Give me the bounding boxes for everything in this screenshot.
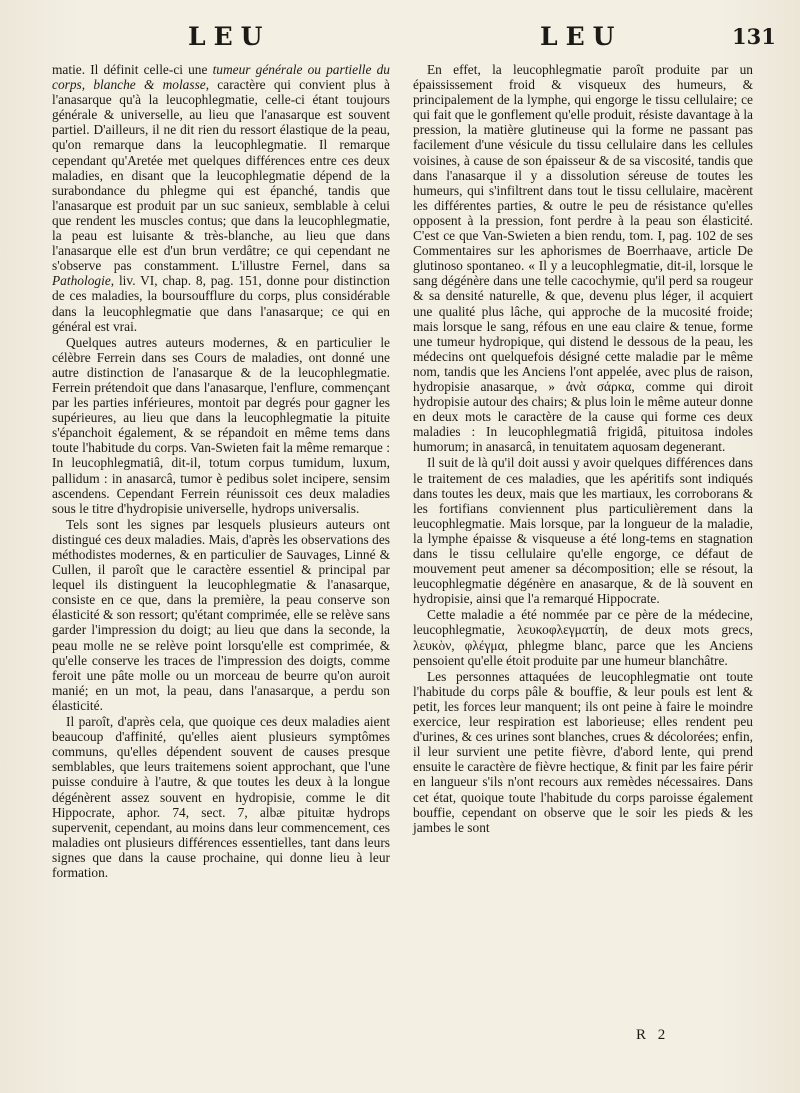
page-number: 131 <box>732 24 776 49</box>
right-paragraph: Les personnes attaquées de leucophlegmatie ont toute l'habitude du corps pâle & bouffie, & leur pouls est lent & petit, les forces leur manquent; ils ont peine à faire le moindre exercice, leur respiration est laborieuse; elles rendent peu d'urines, & ces urines sont blanches, crues & décolorées; enfin, il leur survient une petite fièvre, d'abord lente, qui prend ensuite le caractère de fièvre hectique, & finit par les faire périr en langueur s'ils n'ont recours aux remèdes nécessaires. Dans cet état, quoique toute l'habitude du corps paroisse également bouffie, cependant on observe que le soir les pieds & les jambes le sont <box>413 668 753 835</box>
text-run: , liv. VI, chap. 8, pag. 151, donne pour distinction de ces maladies, la boursoufflure du corps, plus considérable dans la leucophlegmatie que dans l'anasarque; ce qui en général est vrai. <box>52 273 390 334</box>
left-paragraph: Quelques autres auteurs modernes, & en particulier le célèbre Ferrein dans ses Cours de maladies, ont donné une autre distinction de l'anasarque & de la leucophlegmatie. Ferrein prétendoit que dans l'anasarque, l'enflure, commençant par les parties inférieures, montoit par degrés pour gagner les supérieures, au lieu que dans la leucophlegmatie la pituite s'épanchoit également, & se répandoit en même tems dans toute l'habitude du corps. Van-Swieten fait la même remarque : In leucophlegmatiâ, dit-il, totum corpus tumidum, luxum, pallidum : in anasarcâ, tumor è pedibus solet incipere, sensim ascendens. Cependant Ferrein réunissoit ces deux maladies sous le titre d'hydropisie universelle, hydrops universalis. <box>52 334 390 516</box>
right-paragraph: Il suit de là qu'il doit aussi y avoir quelques différences dans le traitement de ces maladies, que les apéritifs sont indiqués dans toutes les deux, mais que les martiaux, les corroborans & les fortifians conviennent plus particulièrement dans la leucophlegmatie. Mais lorsque, par la longueur de la maladie, la lymphe épaisse & visqueuse a été long-tems en stagnation dans le tissu cellulaire qu'elle engorge, ce défaut de mouvement peut amener sa décomposition; elle se résout, la leucophlegmatie dégénère en anasarque, & de là souvent en hydropisie, ainsi que l'a remarqué Hippocrate. <box>413 455 753 607</box>
left-paragraph: Il paroît, d'après cela, que quoique ces deux maladies aient beaucoup d'affinité, qu'elles aient plusieurs symptômes communs, qu'elles dépendent souvent de causes presque semblables, que leurs traitemens soient approchant, que l'une puisse conduire à l'autre, & que toutes les deux à la longue dégénèrent assez souvent en hydropisie, comme le dit Hippocrate, aphor. 74, sect. 7, albæ pituitæ hydrops supervenit, cependant, au moins dans leur commencement, ces maladies ont plusieurs différences essentielles, tant dans leurs signes que dans la cause prochaine, qui donne lieu à leur formation. <box>52 714 390 880</box>
running-head <box>0 22 800 58</box>
signature-mark: R 2 <box>636 1027 670 1043</box>
italic-run: Pathologie <box>52 273 111 289</box>
left-column <box>52 62 390 881</box>
right-column <box>413 62 753 836</box>
right-paragraph: Cette maladie a été nommée par ce père de la médecine, leucophlegmatie, λευκοφλεγματίη, de deux mots grecs, λευκὸν, φλέγμα, phlegme blanc, parce que les Anciens pensoient qu'elle étoit produite par une humeur blanchâtre. <box>413 607 753 668</box>
right-paragraph: En effet, la leucophlegmatie paroît produite par un épaississement froid & visqueux des humeurs, & principalement de la lymphe, qui engorge le tissu cellulaire; ce qui fait que le gonflement qu'elle produit, résiste davantage à la pression, la matière glutineuse qui la forme ne passant pas facilement d'une vésicule du tissu cellulaire dans les cellules voisines, à cause de son épaisseur & de sa viscosité, tandis que dans l'anasarque il y a dissolution séreuse de toutes les humeurs, qui s'infiltrent dans tout le tissu cellulaire, macèrent les différentes parties, & outre le peu de résistance qu'elles opposent à la pression, font perdre à la peau son élasticité. C'est ce que Van-Swieten a bien rendu, tom. I, pag. 102 de ses Commentaires sur les aphorismes de Boerrhaave, article De glutinoso spontaneo. « Il y a leucophlegmatie, dit-il, lorsque le sang dégénère dans une telle cacochymie, qu'il perd sa rougeur & sa densité naturelle, & que, devenu plus léger, il acquiert une qualité plus lâche, qui approche de la mucosité froide; mais lorsque le sang, réfous en une eau claire & tenue, forme une tumeur hydropique, qui distend le dessous de la peau, les médecins ont quelquefois désigné cette maladie par le même nom, tandis que les Anciens l'ont appelée, avec plus de raison, hydropisie anasarque, » ἀνὰ σάρκα, comme qui diroit hydropisie autour des chairs; & plus loin le même auteur donne en deux mots le caractère de la cause qui forme ces deux maladies : In leucophlegmatiâ frigidâ, pituitosa indoles humorum; in anasarcâ, in tenuitatem aquosam degenerant. <box>413 62 753 455</box>
running-head-right: LEU <box>540 22 623 51</box>
running-head-left: LEU <box>188 22 271 51</box>
text-run: , caractère qui convient plus à l'anasarque qu'à la leucophlegmatie, celle-ci étant toujours générale & universelle, au lieu que l'anasarque est souvent partiel. D'ailleurs, il ne dit rien du ressort élastique de la peau, qu'on remarque dans la leucophlegmatie. Il remarque cependant qu'Aretée met quelques différences entre ces deux maladies, en disant que la leucophlegmatie dépend de la surabondance du phlegme qui est épanché, tandis que l'anasarque est produit par un suc sanieux, semblable à celui que rendent les muscles contus; que dans la leucophlegmatie, la peau est luisante & très-blanche, au lieu que dans l'anasarque elle est d'un brun verdâtre; ce qui cependant ne s'observe pas constamment. L'illustre Fernel, dans sa <box>52 77 390 274</box>
left-paragraph: Tels sont les signes par lesquels plusieurs auteurs ont distingué ces deux maladies. Mais, d'après les observations des méthodistes modernes, & en particulier de Sauvages, Linné & Cullen, il paroît que le caractère essentiel & principal par lequel ils distinguent la leucophlegmatie & l'anasarque, consiste en ce que, dans la première, la peau conserve son élasticité & son ressort; qu'étant comprimée, elle se relève sans garder l'impression du doigt; au lieu que dans la seconde, la peau molle ne se relève point lorsqu'elle est comprimée, & qu'elle conserve les traces de l'impression des doigts, comme feroit une pâte molle ou un morceau de beurre qu'on auroit manié; en un mot, la peau, dans l'anasarque, a perdu son élasticité. <box>52 516 390 713</box>
left-opening-paragraph <box>52 62 390 334</box>
text-run: matie. Il définit celle-ci une <box>52 62 213 77</box>
italic-run: tumeur générale ou partielle du corps, blanche & molasse <box>52 62 390 93</box>
